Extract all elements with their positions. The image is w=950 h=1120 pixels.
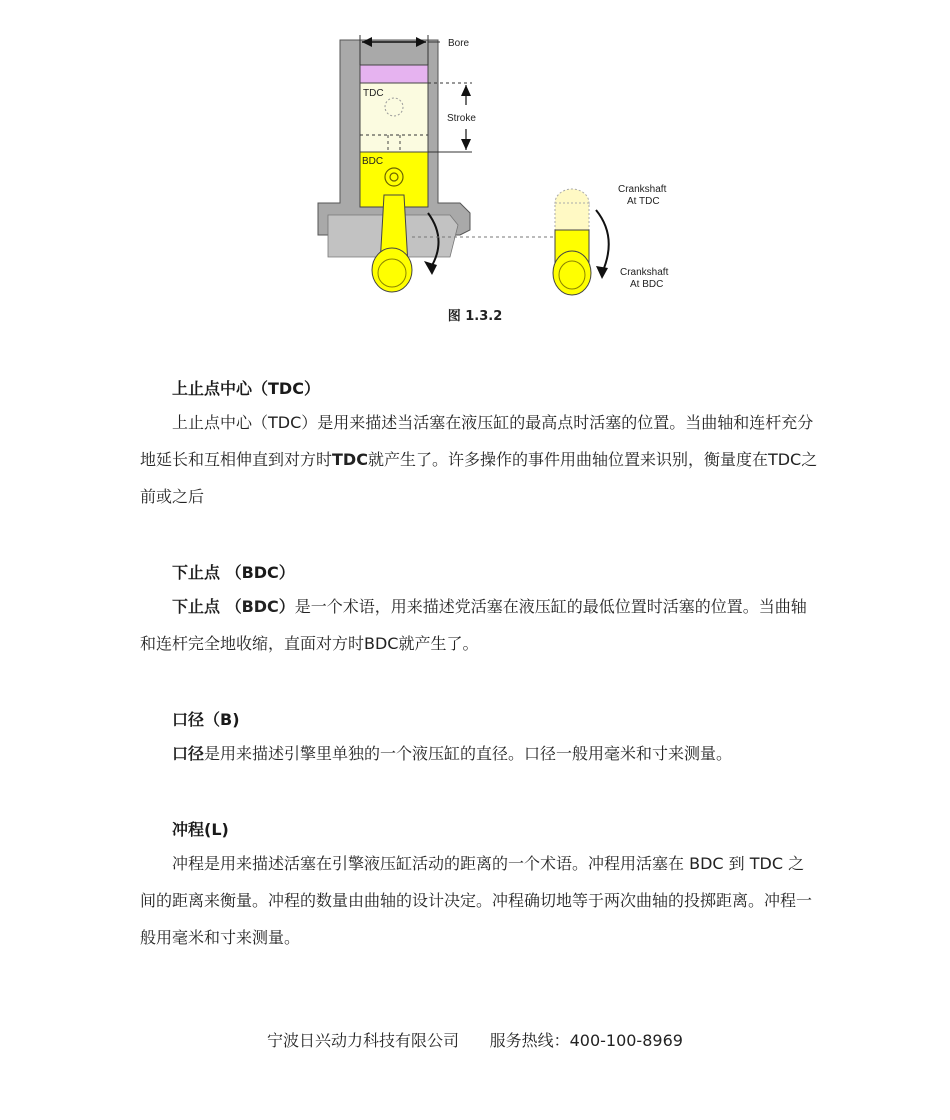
paragraph-tdc-bold-tdc: TDC — [332, 450, 368, 469]
paragraph-bdc-text: 是一个术语，用来描述党活塞在液压缸的最低位置时活塞的位置。当曲轴和连杆完全地收缩，直面对方时BDC就产生了。 — [140, 597, 807, 653]
stroke-arrow-top — [461, 85, 471, 96]
crank-big-end-inner — [378, 259, 406, 287]
rotation-arrowhead-left — [424, 261, 437, 275]
rotation-arrowhead-right — [596, 266, 608, 279]
figure-caption: 图 1.3.2 — [447, 309, 503, 324]
paragraph-bore-text: 是用来描述引擎里单独的一个液压缸的直径。口径一般用毫米和寸来测量。 — [204, 744, 733, 763]
stroke-label: Stroke — [447, 113, 476, 124]
paragraph-bore — [140, 735, 820, 772]
crankshaft-bdc-label-1: Crankshaft — [620, 267, 669, 278]
crankshaft-bdc-label-2: At BDC — [630, 279, 664, 290]
combustion-chamber — [360, 65, 428, 83]
paragraph-stroke-text: 冲程是用来描述活塞在引擎液压缸活动的距离的一个术语。冲程用活塞在 BDC 到 TDC 之间的距离来衡量。冲程的数量由曲轴的设计决定。冲程确切地等于两次曲轴的投掷距离。冲程一般用毫米和寸来测量。 — [140, 854, 813, 947]
engine-diagram-svg — [300, 25, 700, 300]
tdc-label: TDC — [363, 88, 384, 99]
paragraph-bdc — [140, 588, 820, 662]
crank-web-ghost — [555, 203, 589, 233]
bdc-label: BDC — [362, 156, 384, 167]
section-title-bore: 口径（B) — [172, 710, 240, 729]
paragraph-stroke — [140, 845, 820, 956]
paragraph-bdc-bold-term: 下止点 （BDC） — [172, 597, 295, 616]
section-title-tdc: 上止点中心（TDC） — [172, 379, 320, 398]
paragraph-tdc-text-2: 就产生了。许多操作的事件用曲轴位置来识别，衡量度在TDC之前或之后 — [140, 450, 818, 506]
page-footer — [0, 1028, 950, 1051]
crankshaft-tdc-label-1: Crankshaft — [618, 184, 667, 195]
paragraph-tdc — [140, 404, 820, 515]
section-title-bdc: 下止点 （BDC） — [172, 563, 295, 582]
paragraph-bore-bold-term: 口径 — [172, 744, 205, 763]
crankshaft-tdc-label-2: At TDC — [627, 196, 660, 207]
paragraph-tdc-text-1: 上止点中心（TDC）是用来描述当活塞在液压缸的最高点时活塞的位置。当曲轴和连杆充分地延长和互相伸直到对方时 — [140, 413, 814, 469]
crank-bdc-inner — [559, 261, 585, 289]
bore-label: Bore — [448, 38, 470, 49]
crankshaft-side-view — [553, 189, 609, 295]
rotation-arrow-right — [596, 210, 609, 273]
section-title-stroke: 冲程(L) — [172, 820, 229, 839]
footer-hotline: 服务热线：400-100-8969 — [489, 1031, 683, 1050]
stroke-arrow-bottom — [461, 139, 471, 150]
footer-company: 宁波日兴动力科技有限公司 — [267, 1031, 460, 1050]
engine-diagram — [300, 25, 700, 300]
